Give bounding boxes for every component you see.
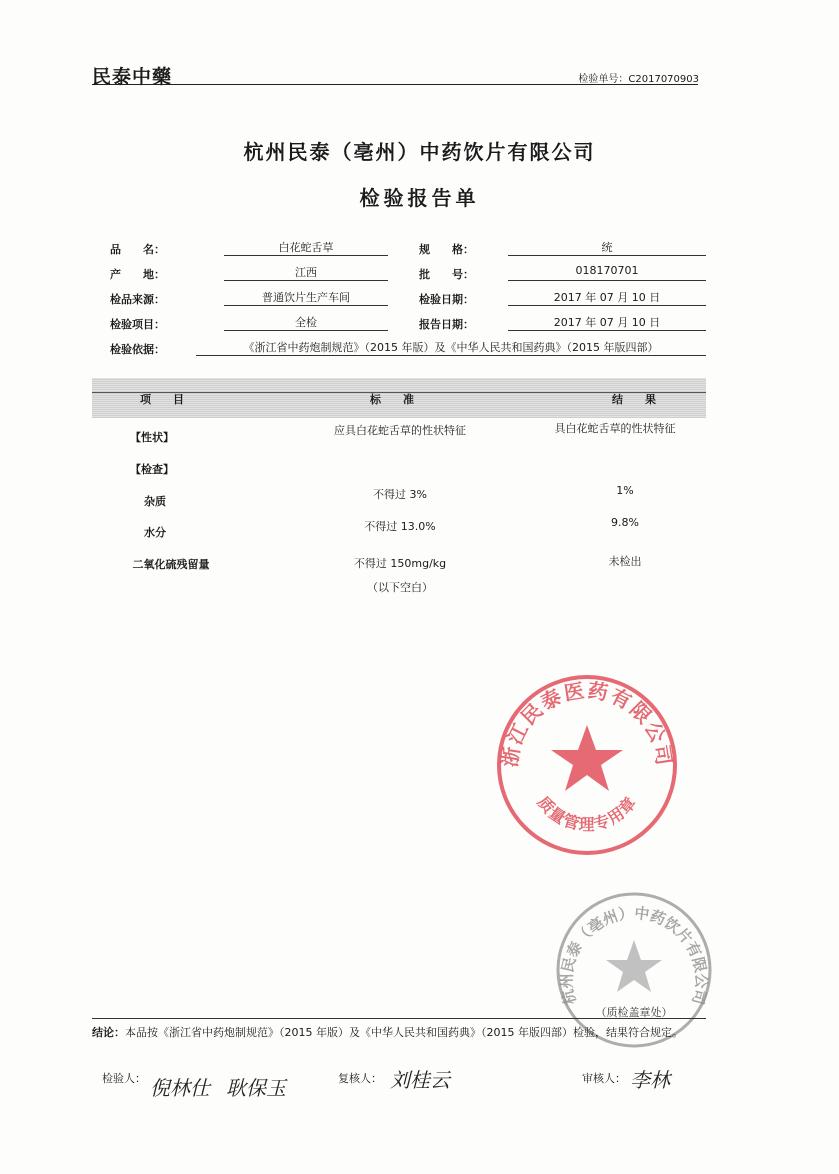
test-item-value: 全检 <box>224 314 388 331</box>
inspector-signature-1: 倪林仕 <box>150 1076 210 1100</box>
report-date-label: 报告日期： <box>419 318 474 331</box>
test-date-label: 检验日期： <box>419 293 474 306</box>
company-name: 杭州民泰（亳州）中药饮片有限公司 <box>243 140 596 164</box>
reviewer-signature: 刘桂云 <box>390 1068 450 1092</box>
column-header-result: 结 果 <box>612 393 656 406</box>
source-value: 普通饮片生产车间 <box>224 289 388 306</box>
row-result-moisture: 9.8% <box>611 516 639 529</box>
conclusion-divider <box>92 1018 706 1019</box>
spec-value: 统 <box>508 239 706 256</box>
test-item-label: 检验项目： <box>110 318 165 331</box>
row-standard-impurity: 不得过 3% <box>373 488 427 501</box>
batch-label: 批 号： <box>419 268 474 281</box>
inspector-signature-2: 耿保玉 <box>226 1076 286 1100</box>
company-logo: 民泰中藥 <box>92 66 173 88</box>
column-header-standard: 标 准 <box>370 393 414 406</box>
inspector-label: 检验人： <box>102 1072 146 1085</box>
reviewer-label: 复核人： <box>338 1072 382 1085</box>
product-name-label: 品 名： <box>110 243 165 256</box>
batch-value: 018170701 <box>508 264 706 281</box>
row-item-sulfur-dioxide: 二氧化硫残留量 <box>132 558 210 571</box>
blank-below-note: （以下空白） <box>367 581 433 594</box>
approver-signature: 李林 <box>630 1068 670 1092</box>
conclusion <box>92 1024 704 1041</box>
basis-label: 检验依据： <box>110 343 165 356</box>
conclusion-text: 本品按《浙江省中药炮制规范》（2015 年版）及《中华人民共和国药典》（2015 年版四部）检验，结果符合规定。 <box>125 1026 683 1039</box>
conclusion-label: 结论： <box>92 1026 125 1039</box>
test-date-value: 2017 年 07 月 10 日 <box>508 289 706 306</box>
report-title: 检验报告单 <box>359 186 480 210</box>
spec-label: 规 格： <box>419 243 474 256</box>
row-standard-moisture: 不得过 13.0% <box>364 520 436 533</box>
row-standard-sulfur-dioxide: 不得过 150mg/kg <box>353 557 447 570</box>
approver-label: 审核人： <box>582 1072 626 1085</box>
row-result-appearance: 具白花蛇舌草的性状特征 <box>554 422 676 435</box>
qc-seal-ring-text: 杭州民泰（亳州）中药饮片有限公司 <box>557 904 711 1007</box>
row-item-impurity: 杂质 <box>144 495 166 508</box>
row-item-inspection: 【检查】 <box>130 463 174 476</box>
basis-value: 《浙江省中药炮制规范》（2015 年版）及《中华人民共和国药典》（2015 年版四部） <box>196 339 706 356</box>
origin-label: 产 地： <box>110 268 165 281</box>
header-divider <box>92 84 698 85</box>
document-number: 检验单号：C2017070903 <box>578 74 699 85</box>
origin-value: 江西 <box>224 264 388 281</box>
source-label: 检品来源： <box>110 293 165 306</box>
seal-top-text: 浙江民泰医药有限公司 <box>497 678 677 769</box>
seal-bottom-text: 质量管理专用章 <box>533 792 641 835</box>
report-date-value: 2017 年 07 月 10 日 <box>508 314 706 331</box>
svg-text:质量管理专用章 <box>534 793 641 834</box>
row-standard-appearance: 应具白花蛇舌草的性状特征 <box>334 424 466 437</box>
qc-seal-center-text: （质检盖章处） <box>595 1006 673 1019</box>
product-name-value: 白花蛇舌草 <box>224 239 388 256</box>
quality-seal-stamp <box>492 670 682 860</box>
row-item-appearance: 【性状】 <box>130 431 174 444</box>
column-header-item: 项 目 <box>140 393 184 406</box>
row-result-impurity: 1% <box>616 484 634 497</box>
row-result-sulfur-dioxide: 未检出 <box>608 555 642 568</box>
row-item-moisture: 水分 <box>144 526 166 539</box>
